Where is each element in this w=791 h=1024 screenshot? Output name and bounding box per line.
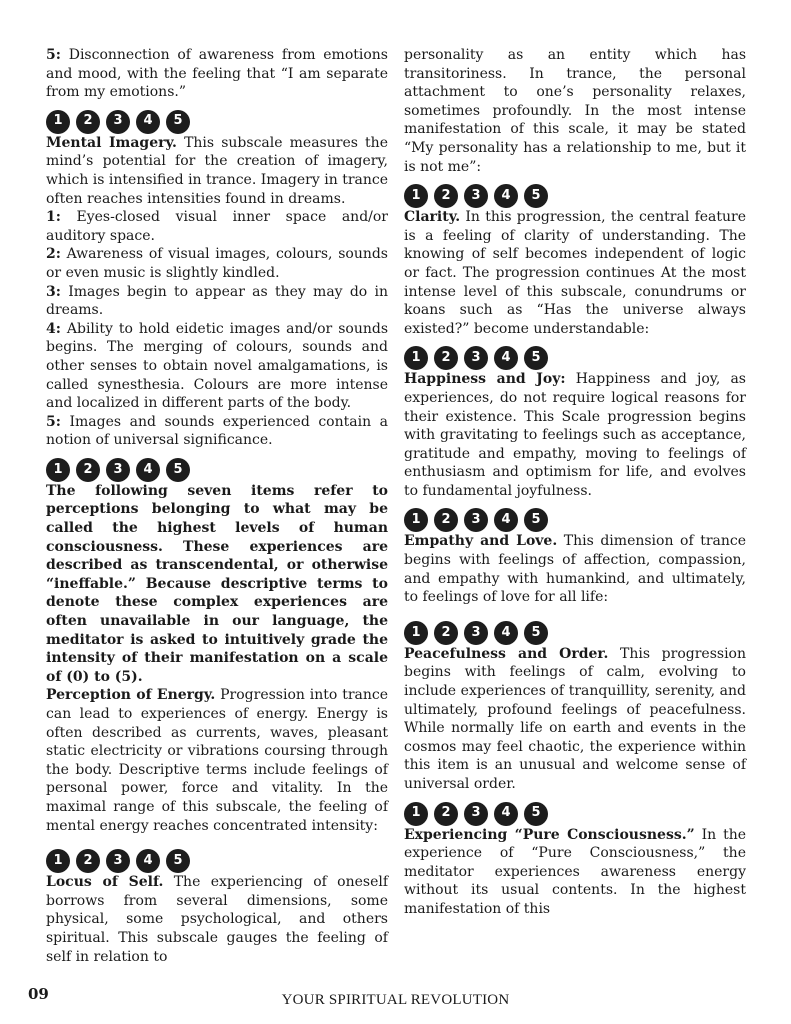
mental-imagery-item (46, 413, 388, 450)
peace-text: This progression begins with feelings of calm, evolving to include experiences of tranquillity, serenity, and ultimately, profound feelings of peacefulness. While normally life on earth and events in the cosmos may feel chaotic, the experience within this item is an unusual and welcome sense of universal order. (404, 645, 746, 792)
empathy-paragraph (404, 532, 746, 606)
rating-dot[interactable]: 2 (76, 110, 100, 134)
item-5-disconnection: 5: Disconnection of awareness from emotions and mood, with the feeling that “I am separate from my emotions.” (46, 47, 388, 101)
locus-text: The experiencing of oneself borrows from several dimensions, some physical, some psychological, and others spiritual. This subscale gauges the feeling of self in relation to (46, 874, 389, 965)
clarity-paragraph (404, 208, 746, 338)
energy-paragraph (46, 686, 388, 835)
energy-text: Progression into trance can lead to experiences of energy. Energy is often described as currents, waves, pleasant static electricity or vibrations coursing through the body. Descriptive terms include feelings of personal power, force and vitality. In the maximal range of this subscale, the feeling of mental energy reaches concentrated intensity: (46, 687, 389, 834)
pure-consciousness-paragraph (404, 826, 746, 919)
rating-dot[interactable]: 3 (464, 621, 488, 645)
rating-dot[interactable]: 2 (434, 508, 458, 532)
mental-imagery-intro (46, 134, 388, 208)
mental-imagery-item (46, 320, 388, 413)
rating-dot[interactable]: 2 (434, 184, 458, 208)
mental-imagery-item (46, 283, 388, 320)
item-number: 1: (46, 209, 61, 226)
item-text: Images and sounds experienced contain a notion of universal significance. (46, 413, 388, 449)
clarity-heading: Clarity. (404, 209, 461, 226)
seven-items-paragraph: The following seven items refer to perceptions belonging to what may be called the highest levels of human consciousness. These experiences are described as transcendental, or otherwise “ineffable.” Because descriptive terms to denote these complex experiences are often unavailable in our language, the meditator is asked to intuitively grade the intensity of their manifestation on a scale of (0) to (5). (46, 482, 388, 685)
rating-dot[interactable]: 1 (404, 802, 428, 826)
rating-dot[interactable]: 2 (76, 849, 100, 873)
rating-dot[interactable]: 5 (524, 802, 548, 826)
rating-dot[interactable]: 1 (404, 346, 428, 370)
rating-scale (404, 802, 746, 826)
rating-scale (404, 508, 746, 532)
locus-heading: Locus of Self. (46, 874, 164, 891)
rating-dot[interactable]: 1 (404, 184, 428, 208)
item-number: 3: (46, 283, 61, 300)
rating-dot[interactable]: 1 (46, 110, 70, 134)
mental-imagery-heading: Mental Imagery. (46, 134, 177, 151)
clarity-text: In this progression, the central feature is a feeling of clarity of understanding. The knowing of self becomes independent of logic or fact. The progression continues At the most intense level of this subscale, conundrums or koans such as “Has the universe always existed?” become understandable: (404, 209, 747, 337)
rating-dot[interactable]: 5 (524, 184, 548, 208)
item-text: Awareness of visual images, colours, sounds or even music is slightly kindled. (46, 246, 388, 281)
rating-dot[interactable]: 5 (166, 458, 190, 482)
item-number: 5: (46, 413, 61, 430)
rating-dot[interactable]: 1 (404, 508, 428, 532)
rating-dot[interactable]: 5 (524, 621, 548, 645)
rating-dot[interactable]: 1 (404, 621, 428, 645)
rating-dot[interactable]: 5 (524, 346, 548, 370)
rating-dot[interactable]: 4 (494, 184, 518, 208)
locus-paragraph (46, 873, 388, 966)
rating-dot[interactable]: 5 (166, 849, 190, 873)
rating-dot[interactable]: 4 (136, 110, 160, 134)
rating-scale (404, 621, 746, 645)
rating-dot[interactable]: 5 (166, 110, 190, 134)
rating-dot[interactable]: 2 (434, 346, 458, 370)
item-5-text: Disconnection of awareness from emotions and mood, with the feeling that “I am separate from my emotions.” (46, 47, 388, 101)
pure-consciousness-heading: Experiencing “Pure Consciousness.” (404, 826, 695, 843)
item-text: Eyes-closed visual inner space and/or auditory space. (46, 209, 388, 244)
energy-heading: Perception of Energy. (46, 687, 216, 704)
footer-title: YOUR SPIRITUAL REVOLUTION (281, 992, 510, 1008)
empathy-text: This dimension of trance begins with feelings of affection, compassion, and empathy with humankind, and ultimately, to feelings of love for all life: (404, 533, 746, 606)
rating-dot[interactable]: 3 (106, 458, 130, 482)
happiness-paragraph (404, 370, 746, 500)
rating-dot[interactable]: 2 (434, 802, 458, 826)
rating-dot[interactable]: 5 (524, 508, 548, 532)
rating-dot[interactable]: 4 (136, 458, 160, 482)
rating-dot[interactable]: 3 (464, 802, 488, 826)
locus-continuation: personality as an entity which has transitoriness. In trance, the personal attachment to one’s personality relaxes, sometimes profoundly. In the most intense manifestation of this scale, it may be stated “My personality has a relationship to me, but it is not me”: (404, 47, 746, 175)
rating-scale (46, 849, 388, 873)
item-number: 4: (46, 320, 61, 337)
rating-dot[interactable]: 4 (494, 802, 518, 826)
rating-dot[interactable]: 2 (434, 621, 458, 645)
rating-scale (404, 184, 746, 208)
rating-dot[interactable]: 3 (106, 110, 130, 134)
left-column (46, 46, 388, 966)
rating-dot[interactable]: 3 (464, 184, 488, 208)
rating-dot[interactable]: 3 (106, 849, 130, 873)
pure-consciousness-text: In the experience of “Pure Consciousness,” the meditator experiences awareness energy without its usual contents. In the highest manifestation of this (404, 826, 747, 917)
rating-dot[interactable]: 4 (136, 849, 160, 873)
rating-dot[interactable]: 1 (46, 849, 70, 873)
page-number: 09 (28, 985, 49, 1003)
rating-dot[interactable]: 3 (464, 508, 488, 532)
rating-dot[interactable]: 4 (494, 346, 518, 370)
peace-heading: Peacefulness and Order. (404, 645, 609, 662)
happiness-heading: Happiness and Joy: (404, 371, 566, 388)
rating-dot[interactable]: 2 (76, 458, 100, 482)
rating-dot[interactable]: 4 (494, 508, 518, 532)
rating-dot[interactable]: 4 (494, 621, 518, 645)
rating-scale (404, 346, 746, 370)
happiness-text: Happiness and joy, as experiences, do not require logical reasons for their existence. This Scale progression begins with gravitating to feelings such as acceptance, gratitude and empathy, moving to feelings of enthusiasm and optimism for life, and evolves to fundamental joyfulness. (404, 371, 746, 499)
mental-imagery-text: This subscale measures the mind’s potential for the creation of imagery, which is intensified in trance. Imagery in trance often reaches intensities found in dreams. (46, 134, 388, 207)
mental-imagery-item (46, 208, 388, 245)
item-text: Images begin to appear as they may do in dreams. (46, 283, 388, 319)
rating-scale (46, 110, 388, 134)
right-column (404, 46, 746, 919)
peace-paragraph (404, 645, 746, 794)
rating-dot[interactable]: 1 (46, 458, 70, 482)
empathy-heading: Empathy and Love. (404, 533, 558, 550)
rating-scale (46, 458, 388, 482)
item-text: Ability to hold eidetic images and/or sounds begins. The merging of colours, sounds and other senses to obtain novel amalgamations, is called synesthesia. Colours are more intense and localized in different parts of the body. (46, 320, 388, 412)
mental-imagery-item (46, 245, 388, 282)
rating-dot[interactable]: 3 (464, 346, 488, 370)
item-number: 2: (46, 246, 61, 263)
